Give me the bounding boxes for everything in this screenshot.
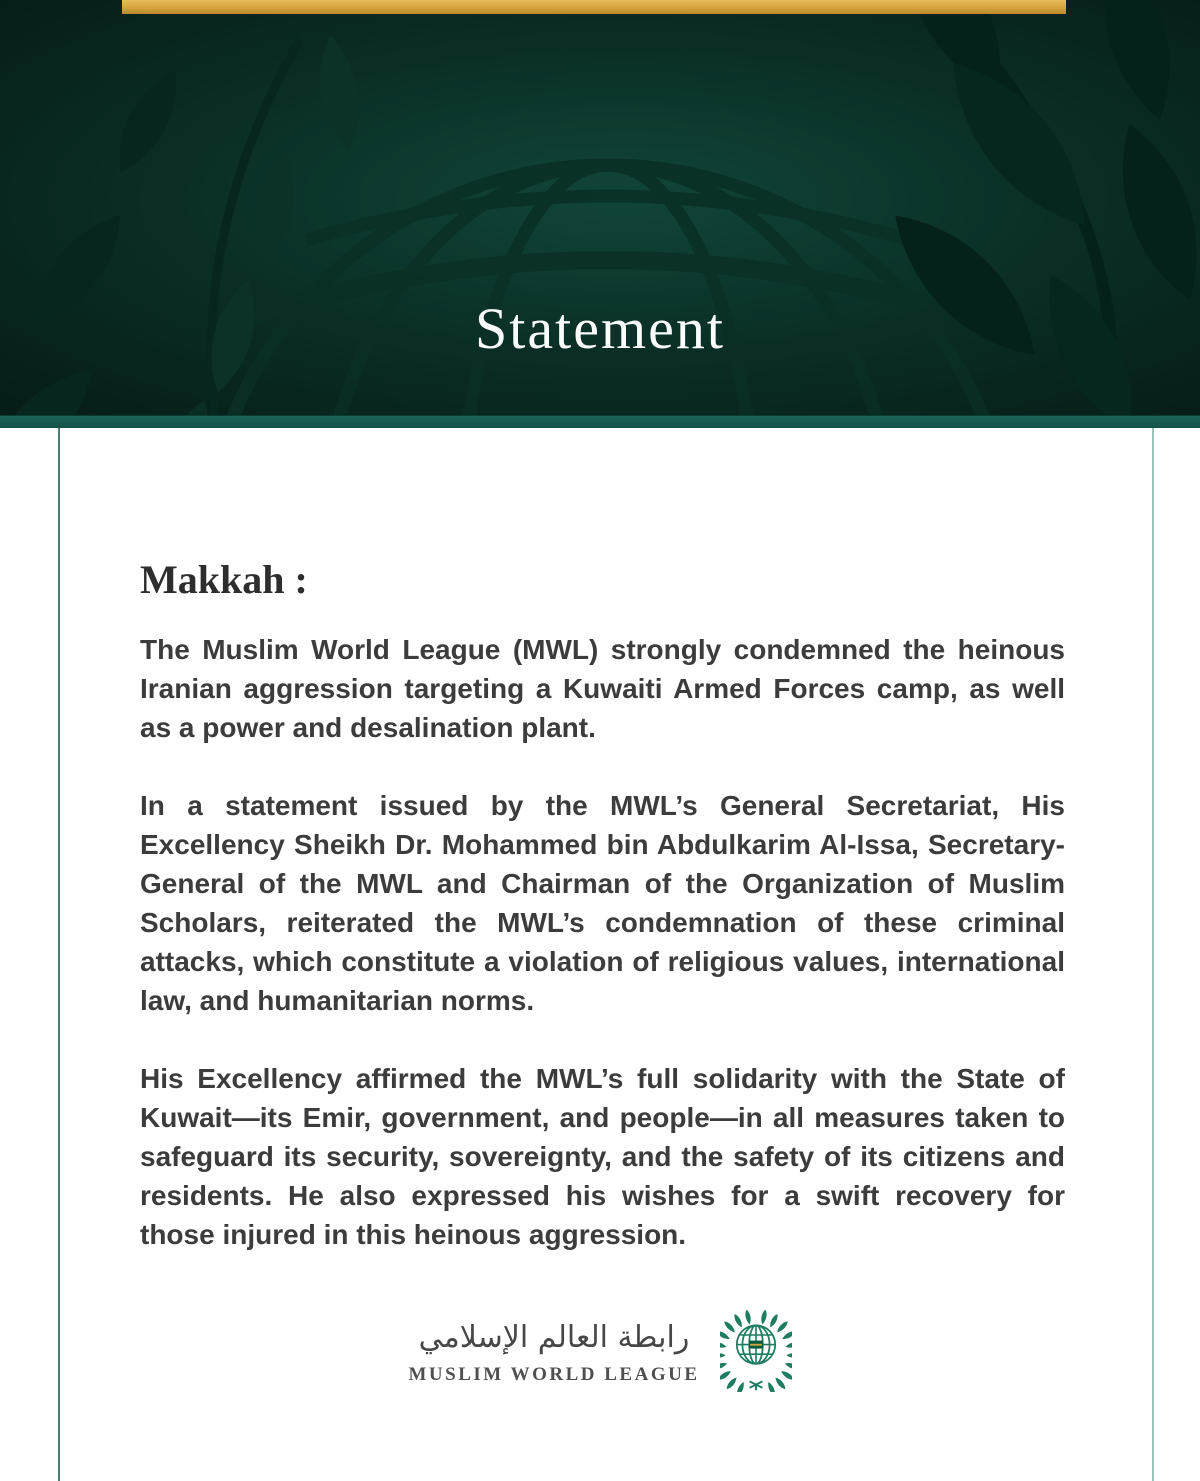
mwl-logo <box>0 1310 1200 1392</box>
wreath-stems <box>749 1381 762 1390</box>
gold-accent-bar <box>122 0 1066 14</box>
latin-logotype: MUSLIM WORLD LEAGUE <box>408 1364 700 1385</box>
mwl-emblem-icon <box>720 1310 792 1392</box>
arabic-logotype: رابطة العالم الإسلامي <box>418 1320 690 1355</box>
mwl-logotype <box>408 1316 699 1386</box>
kaaba-gold-band <box>750 1344 762 1346</box>
statement-paragraph: In a statement issued by the MWL’s General Secretariat, His Excellency Sheikh Dr. Mohammed bin Abdulkarim Al-Issa, Secretary-General of the MWL and Chairman of the Organization of Muslim Scholars, reiterated the MWL’s condemnation of these criminal attacks, which constitute a violation of religious values, international law, and humanitarian norms. <box>140 790 1065 1016</box>
header-divider-band <box>0 415 1200 428</box>
statement-paragraph: His Excellency affirmed the MWL’s full solidarity with the State of Kuwait—its Emir, government, and people—in all measures taken to safeguard its security, sovereignty, and the safety of its citizens and residents. He also expressed his wishes for a swift recovery for those injured in this heinous aggression. <box>140 1063 1065 1250</box>
location-heading: Makkah : <box>140 557 308 602</box>
page-title: Statement <box>475 296 725 361</box>
header-banner <box>0 0 1200 415</box>
statement-paragraph: The Muslim World League (MWL) strongly condemned the heinous Iranian aggression targeting a Kuwaiti Armed Forces camp, as well as a power and desalination plant. <box>140 634 1065 743</box>
statement-body <box>140 630 1065 1293</box>
